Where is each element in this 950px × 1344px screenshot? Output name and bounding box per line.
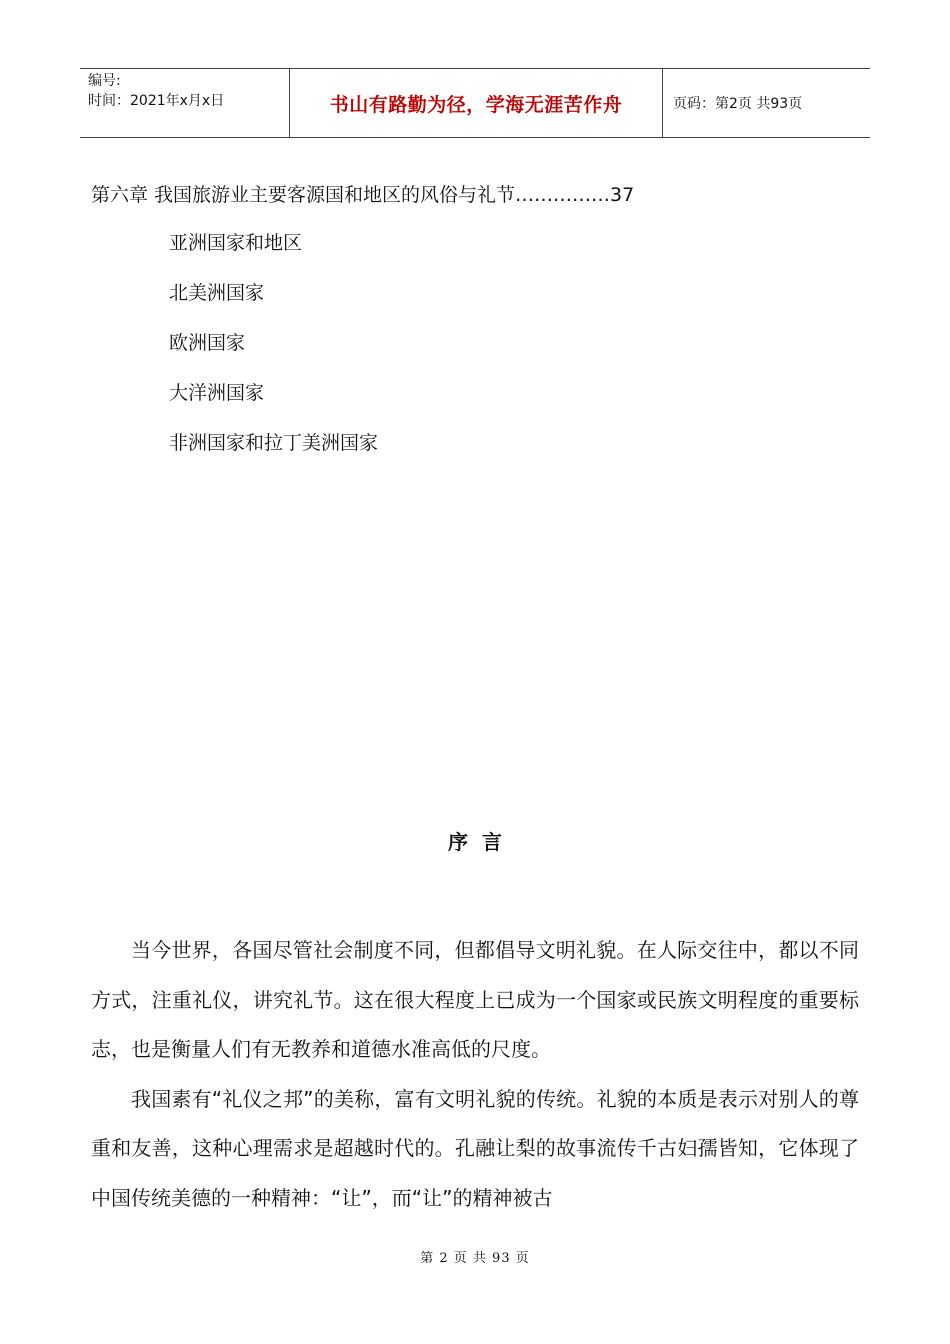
page-header bbox=[80, 68, 870, 138]
preface-paragraph: 我国素有“礼仪之邦”的美称，富有文明礼貌的传统。礼貌的本质是表示对别人的尊重和友善，这种心理需求是超越时代的。孔融让梨的故事流传千古妇孺皆知，它体现了中国传统美德的一种精神：“让”，而“让”的精神被古 bbox=[91, 1086, 859, 1210]
preface-title: 序言 bbox=[448, 830, 516, 854]
header-motto-cell bbox=[289, 69, 663, 137]
document-number-label: 编号: bbox=[88, 73, 121, 89]
page-footer: 第 2 页 共 93 页 bbox=[420, 1251, 530, 1266]
toc-sub-item: 北美洲国家 bbox=[169, 282, 265, 304]
document-date-label: 时间：2021年x月x日 bbox=[88, 93, 225, 109]
header-meta-cell bbox=[80, 69, 289, 137]
header-page-label: 页码：第2页 共93页 bbox=[673, 96, 803, 112]
toc-chapter-entry: 第六章 我国旅游业主要客源国和地区的风俗与礼节……………37 bbox=[91, 184, 635, 206]
preface-body bbox=[91, 926, 859, 1223]
header-motto: 书山有路勤为径，学海无涯苦作舟 bbox=[329, 93, 623, 116]
table-of-contents bbox=[91, 180, 635, 454]
toc-sub-item: 欧洲国家 bbox=[169, 332, 246, 354]
preface-paragraph: 当今世界，各国尽管社会制度不同，但都倡导文明礼貌。在人际交往中，都以不同方式，注重礼仪，讲究礼节。这在很大程度上已成为一个国家或民族文明程度的重要标志，也是衡量人们有无教养和道德水准高低的尺度。 bbox=[91, 938, 859, 1061]
toc-sub-item: 大洋洲国家 bbox=[169, 382, 265, 404]
toc-sub-item: 非洲国家和拉丁美洲国家 bbox=[169, 432, 379, 454]
header-page-cell bbox=[663, 69, 802, 137]
toc-sub-item: 亚洲国家和地区 bbox=[169, 232, 303, 254]
